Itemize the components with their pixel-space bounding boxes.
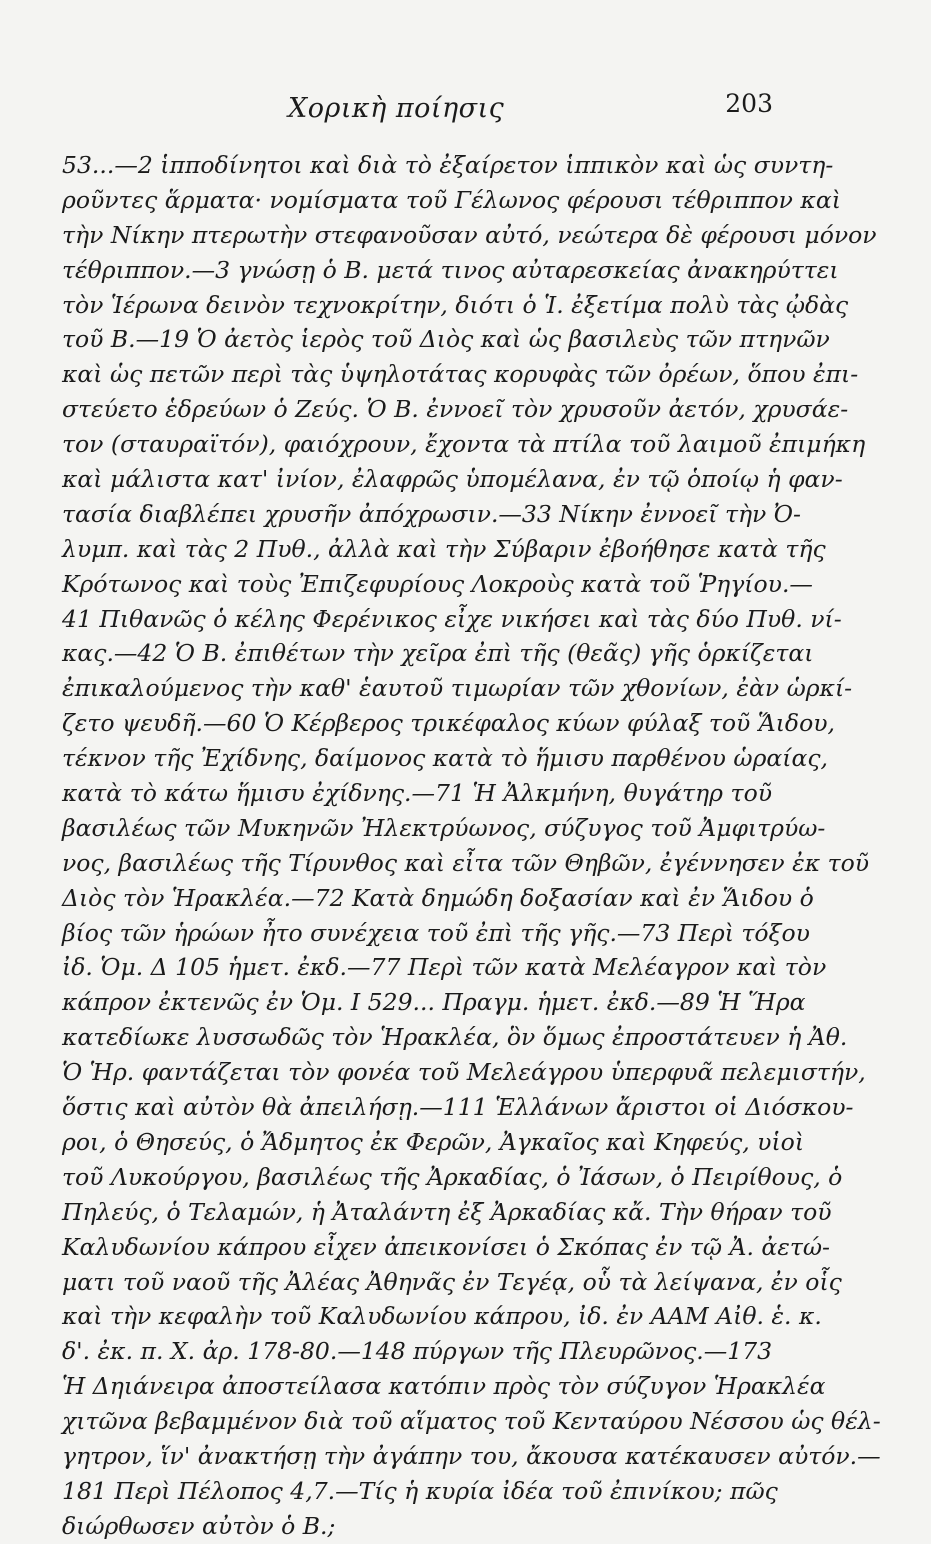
text-line: Ἡ Δηιάνειρα ἀποστείλασα κατόπιν πρὸς τὸν σύζυγον Ἡρακλέα: [62, 1372, 826, 1401]
text-line: ἰδ. Ὁμ. Δ 105 ἡμετ. ἐκδ.—77 Περὶ τῶν κατὰ Μελέαγρον καὶ τὸν: [62, 953, 827, 982]
text-line: δ'. ἐκ. π. Χ. ἀρ. 178-80.—148 πύργων τῆς Πλευρῶνος.—173: [62, 1337, 773, 1366]
text-line: βίος τῶν ἡρώων ἦτο συνέχεια τοῦ ἐπὶ τῆς γῆς.—73 Περὶ τόξου: [62, 918, 810, 947]
text-line: τοῦ Λυκούργου, βασιλέως τῆς Ἀρκαδίας, ὁ Ἰάσων, ὁ Πειρίθους, ὁ: [62, 1162, 843, 1191]
text-line: τασία διαβλέπει χρυσῆν ἀπόχρωσιν.—33 Νίκην ἐννοεῖ τὴν Ὀ-: [62, 499, 801, 528]
running-head: [0, 89, 931, 133]
text-line: τὴν Νίκην πτερωτὴν στεφανοῦσαν αὐτό, νεώτερα δὲ φέρουσι μόνον: [62, 220, 877, 249]
text-line: κατὰ τὸ κάτω ἥμισυ ἐχίδνης.—71 Ἡ Ἀλκμήνη, θυγάτηρ τοῦ: [62, 779, 772, 808]
text-line: 41 Πιθανῶς ὁ κέλης Φερένικος εἶχε νικήσει καὶ τὰς δύο Πυθ. νί-: [62, 604, 842, 633]
text-line: γητρον, ἵν' ἀνακτήσῃ τὴν ἀγάπην του, ἄκουσα κατέκαυσεν αὐτόν.—: [62, 1441, 881, 1470]
text-line: τέθριππον.—3 γνώσῃ ὁ Β. μετά τινος αὐταρεσκείας ἀνακηρύττει: [62, 255, 839, 284]
text-line: στεύετο ἑδρεύων ὁ Ζεύς. Ὁ Β. ἐννοεῖ τὸν χρυσοῦν ἀετόν, χρυσάε-: [62, 395, 849, 424]
page-number: 203: [725, 89, 773, 118]
text-line: ροι, ὁ Θησεύς, ὁ Ἄδμητος ἐκ Φερῶν, Ἀγκαῖος καὶ Κηφεύς, υἱοὶ: [62, 1127, 805, 1156]
text-line: Κρότωνος καὶ τοὺς Ἐπιζεφυρίους Λοκροὺς κατὰ τοῦ Ῥηγίου.—: [62, 569, 813, 598]
chapter-title: Χορικὴ ποίησις: [288, 93, 505, 124]
text-line: ματι τοῦ ναοῦ τῆς Ἀλέας Ἀθηνᾶς ἐν Τεγέᾳ, οὗ τὰ λείψανα, ἐν οἷς: [62, 1267, 842, 1296]
text-line: χιτῶνα βεβαμμένον διὰ τοῦ αἵματος τοῦ Κενταύρου Νέσσου ὡς θέλ-: [62, 1407, 881, 1436]
text-line: καὶ μάλιστα κατ' ἰνίον, ἐλαφρῶς ὑπομέλανα, ἐν τῷ ὁποίῳ ἡ φαν-: [62, 465, 843, 494]
commentary-text: [62, 148, 881, 1544]
text-line: 53...—2 ἱπποδίνητοι καὶ διὰ τὸ ἐξαίρετον ἱππικὸν καὶ ὡς συντη-: [62, 151, 834, 179]
text-line: καὶ τὴν κεφαλὴν τοῦ Καλυδωνίου κάπρου, ἰδ. ἐν ΑΑΜ Αἰθ. ἑ. κ.: [62, 1302, 822, 1331]
text-line: ὅστις καὶ αὐτὸν θὰ ἀπειλήσῃ.—111 Ἑλλάνων ἄριστοι οἱ Διόσκου-: [62, 1093, 854, 1122]
text-line: διώρθωσεν αὐτὸν ὁ Β.;: [62, 1511, 336, 1540]
text-line: καὶ ὡς πετῶν περὶ τὰς ὑψηλοτάτας κορυφὰς τῶν ὀρέων, ὅπου ἐπι-: [62, 360, 859, 389]
text-line: Καλυδωνίου κάπρου εἶχεν ἀπεικονίσει ὁ Σκόπας ἐν τῷ Ἀ. ἀετώ-: [62, 1232, 830, 1261]
text-line: ζετο ψευδῆ.—60 Ὁ Κέρβερος τρικέφαλος κύων φύλαξ τοῦ Ἅιδου,: [62, 709, 835, 738]
text-line: τον (σταυραϊτόν), φαιόχρουν, ἔχοντα τὰ πτίλα τοῦ λαιμοῦ ἐπιμήκη: [62, 430, 866, 459]
text-line: Ὁ Ἡρ. φαντάζεται τὸν φονέα τοῦ Μελεάγρου ὑπερφυᾶ πελεμιστήν,: [62, 1058, 866, 1087]
text-line: λυμπ. καὶ τὰς 2 Πυθ., ἀλλὰ καὶ τὴν Σύβαριν ἐβοήθησε κατὰ τῆς: [62, 534, 826, 563]
text-line: κας.—42 Ὁ Β. ἐπιθέτων τὴν χεῖρα ἐπὶ τῆς (θεᾶς) γῆς ὁρκίζεται: [62, 639, 814, 668]
text-line: 181 Περὶ Πέλοπος 4,7.—Τίς ἡ κυρία ἰδέα τοῦ ἐπινίκου; πῶς: [62, 1476, 778, 1505]
text-line: βασιλέως τῶν Μυκηνῶν Ἠλεκτρύωνος, σύζυγος τοῦ Ἀμφιτρύω-: [62, 813, 826, 842]
text-line: ἐπικαλούμενος τὴν καθ' ἑαυτοῦ τιμωρίαν τῶν χθονίων, ἐὰν ὡρκί-: [62, 674, 853, 703]
text-line: Διὸς τὸν Ἡρακλέα.—72 Κατὰ δημώδη δοξασίαν καὶ ἐν Ἅιδου ὁ: [62, 883, 814, 912]
text-line: Πηλεύς, ὁ Τελαμών, ἡ Ἀταλάντη ἐξ Ἀρκαδίας κἄ. Τὴν θήραν τοῦ: [62, 1197, 832, 1226]
text-line: τέκνον τῆς Ἐχίδνης, δαίμονος κατὰ τὸ ἥμισυ παρθένου ὡραίας,: [62, 744, 828, 773]
text-line: κατεδίωκε λυσσωδῶς τὸν Ἡρακλέα, ὃν ὅμως ἐπροστάτευεν ἡ Ἀθ.: [62, 1023, 848, 1052]
text-line: τὸν Ἱέρωνα δεινὸν τεχνοκρίτην, διότι ὁ Ἱ. ἐξετίμα πολὺ τὰς ᾠδὰς: [62, 290, 849, 319]
text-line: ροῦντες ἅρματα· νομίσματα τοῦ Γέλωνος φέρουσι τέθριππον καὶ: [62, 185, 841, 214]
text-line: κάπρον ἐκτενῶς ἐν Ὁμ. Ι 529... Πραγμ. ἡμετ. ἐκδ.—89 Ἡ Ἥρα: [62, 988, 806, 1017]
text-line: τοῦ Β.—19 Ὁ ἀετὸς ἱερὸς τοῦ Διὸς καὶ ὡς βασιλεὺς τῶν πτηνῶν: [62, 325, 830, 354]
text-line: νος, βασιλέως τῆς Τίρυνθος καὶ εἶτα τῶν Θηβῶν, ἐγέννησεν ἐκ τοῦ: [62, 848, 870, 877]
